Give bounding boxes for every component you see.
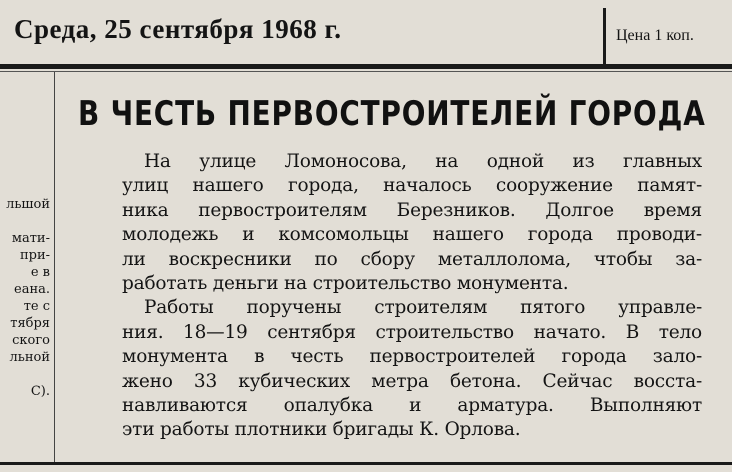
fragment-line: льной [9,350,50,365]
fragment-line: мати- [11,231,50,246]
fragment-line: еана. [14,282,50,297]
article-line: жено 33 кубических метра бетона. Сейчас восста- [122,370,702,392]
article-line: ния. 18—19 сентября строительство начато. В тело [122,321,702,343]
article-line: молодежь и комсомольцы нашего города проводи- [122,224,702,246]
article-line: работать деньги на строительство монумента. [122,273,569,295]
article-line: эти работы плотники бригады К. Орлова. [122,419,521,441]
column-divider [54,72,55,464]
fragment-line: е в [30,265,50,280]
article-line: улиц нашего города, началось сооружение памят- [122,175,702,197]
masthead-divider [603,8,606,66]
fragment-line [0,213,50,230]
issue-date: Среда, 25 сентября 1968 г. [14,14,342,44]
article-line: ника первостроителям Березников. Долгое время [122,199,702,221]
article-line: навливаются опалубка и арматура. Выполняют [122,395,702,417]
issue-price: Цена 1 коп. [616,27,694,44]
masthead-rule-thin [0,71,732,72]
fragment-line: тября [10,316,50,331]
bottom-rule [0,462,732,465]
article-body [122,150,702,443]
fragment-line: те с [23,299,50,314]
fragment-line [0,366,50,383]
article-line: Работы поручены строителям пятого управле- [144,297,702,319]
article-headline: В ЧЕСТЬ ПЕРВОСТРОИТЕЛЕЙ ГОРОДА [78,94,706,134]
neighbor-column-fragment [0,196,50,400]
fragment-line: льшой [6,197,50,212]
fragment-line: ского [12,333,50,348]
article-line: На улице Ломоносова, на одной из главных [144,151,702,172]
masthead-rule [0,64,732,69]
article-line: ли воскресники по сбору металлолома, чтобы за- [122,248,702,270]
article-line: монумента в честь первостроителей города зало- [122,346,702,368]
fragment-line: при- [19,248,50,263]
fragment-line: С). [30,384,50,399]
